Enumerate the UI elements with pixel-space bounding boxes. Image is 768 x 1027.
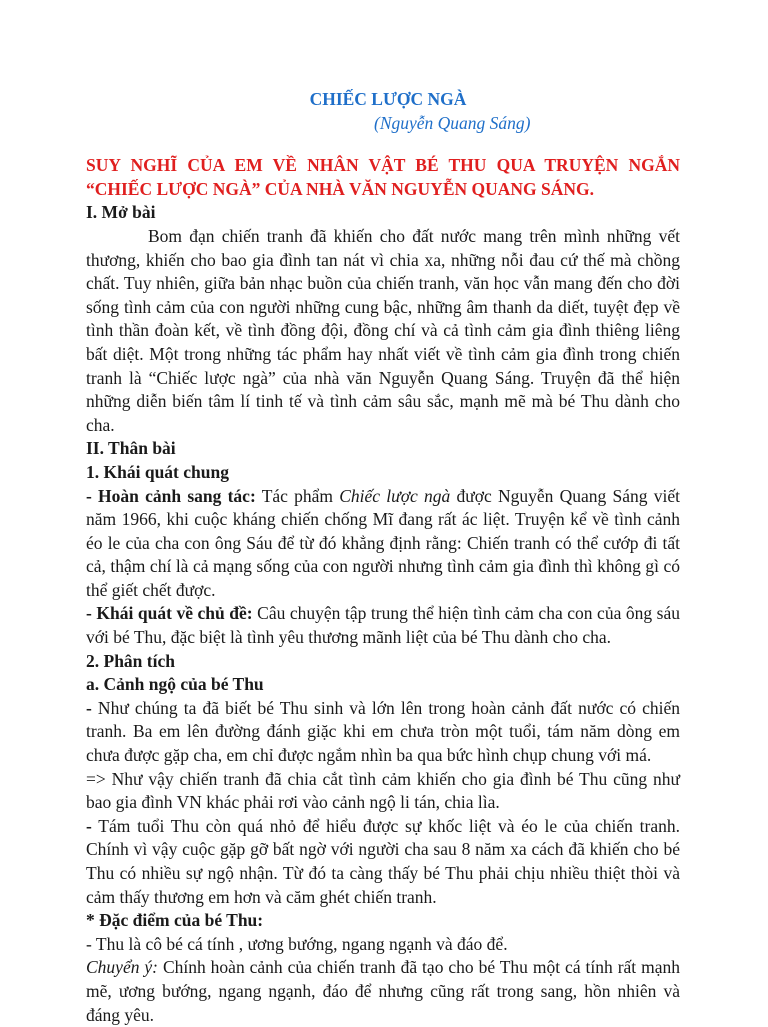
age-text: Tám tuổi Thu còn quá nhỏ để hiểu được sự khốc liệt và éo le của chiến tranh. Chính vì vậy cuộc gặp gỡ bất ngờ với người cha sau 8 năm xa cách đã khiến cho bé Thu có nhiều sự ngộ nhận. Từ đó ta càng thấy bé Thu phải chịu nhiều thiệt thòi và cảm thấy thương em hơn và căm ghét chiến tranh. xyxy=(86,815,680,907)
document-author: (Nguyễn Quang Sáng) xyxy=(374,112,531,133)
intro-heading: I. Mở bài xyxy=(86,202,156,223)
situation-dash: - xyxy=(86,697,92,718)
overview-heading: 1. Khái quát chung xyxy=(86,461,229,482)
transition-paragraph xyxy=(86,956,680,1027)
theme-text: Câu chuyện tập trung thể hiện tình cảm cha con của ông sáu với bé Thu, đặc biệt là tình yêu thương mãnh liệt của bé Thu dành cho cha. xyxy=(86,603,681,648)
essay-title: SUY NGHĨ CỦA EM VỀ NHÂN VẬT BÉ THU QUA TRUYỆN NGẮN “CHIẾC LƯỢC NGÀ” CỦA NHÀ VĂN NGUYỄN QUANG SÁNG. xyxy=(86,155,680,199)
theme-paragraph xyxy=(86,602,680,649)
document-title: CHIẾC LƯỢC NGÀ xyxy=(309,89,467,109)
age-paragraph xyxy=(86,815,680,909)
transition-label: Chuyển ý: xyxy=(86,957,158,978)
intro-paragraph: Bom đạn chiến tranh đã khiến cho đất nước mang trên mình những vết thương, khiến cho bao gia đình tan nát vì chia xa, những nỗi đau cứ thế mà chồng chất. Tuy nhiên, giữa bản nhạc buồn của chiến tranh, văn học vẫn mang đến cho đời sống tình cảm của con người những cung bậc, những âm thanh da diết, tuyệt đẹp về tình thần đoàn kết, về tình đồng đội, đồng chí và cả tình cảm gia đình thiêng liêng bất diệt. Một trong những tác phẩm hay nhất viết về tình cảm gia đình trong chiến tranh là “Chiếc lược ngà” của nhà văn Nguyễn Quang Sáng. Truyện đã thể hiện những diễn biến tâm lí tinh tế và tình cảm sâu sắc, mạnh mẽ mà bé Thu dành cho cha. xyxy=(86,225,680,435)
age-dash: - xyxy=(86,815,92,836)
transition-text: Chính hoàn cảnh của chiến tranh đã tạo cho bé Thu một cá tính rất mạnh mẽ, ương bướng, ngang ngạnh, đáo để nhưng cũng rất trong sang, hồn nhiên và đáng yêu. xyxy=(86,957,680,1025)
context-post: được Nguyễn Quang Sáng viết năm 1966, khi cuộc kháng chiến chống Mĩ đang rất ác liệt. Truyện kể về tình cảnh éo le của cha con ông Sáu để từ đó khẳng định rằng: Chiến tranh có thể cướp đi tất cả, thậm chí là cả mạng sống của con người nhưng tình cảm gia đình thì không gì có thể giết chết được. xyxy=(86,485,680,600)
traits-heading: * Đặc điểm của bé Thu: xyxy=(86,910,264,931)
situation-conclusion: => Như vậy chiến tranh đã chia cắt tình cảm khiến cho gia đình bé Thu cũng như bao gia đình VN khác phải rơi vào cảnh ngộ li tán, chia lìa. xyxy=(86,768,680,813)
analysis-heading: 2. Phân tích xyxy=(86,650,175,671)
context-pre: Tác phẩm xyxy=(255,485,340,506)
situation-paragraph xyxy=(86,697,680,768)
context-paragraph xyxy=(86,485,680,603)
situation-heading: a. Cảnh ngộ của bé Thu xyxy=(86,674,264,695)
situation-text: Như chúng ta đã biết bé Thu sinh và lớn lên trong hoàn cảnh đất nước có chiến tranh. Ba em lên đường đánh giặc khi em chưa tròn một tuổi, tám năm dòng em chưa được gặp cha, em chỉ được ngắm nhìn ba qua bức hình chụp chung với má. xyxy=(86,697,680,766)
body-heading: II. Thân bài xyxy=(86,438,176,459)
traits-paragraph: - Thu là cô bé cá tính , ương bướng, ngang ngạnh và đáo để. xyxy=(86,933,508,954)
context-work-title: Chiếc lược ngà xyxy=(339,485,451,506)
context-label: - Hoàn cảnh sang tác: xyxy=(86,485,256,506)
document-page xyxy=(86,88,680,1027)
theme-label: - Khái quát về chủ đề: xyxy=(86,603,253,624)
